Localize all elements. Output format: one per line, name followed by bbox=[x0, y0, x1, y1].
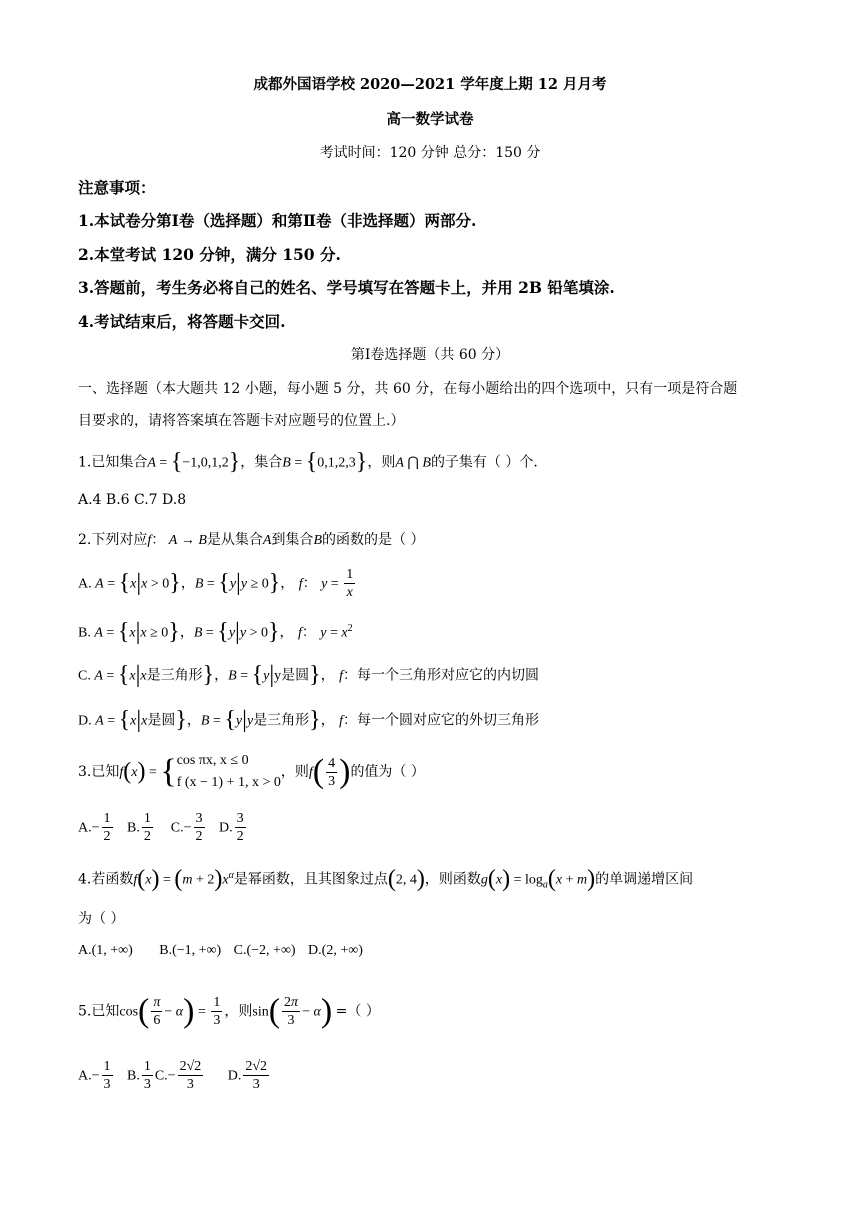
q2-c-text2: 是圆 bbox=[281, 667, 310, 684]
exam-title: 成都外国语学校 2020—2021 学年度上期 12 月月考 bbox=[253, 76, 607, 93]
q1-set-a: −1,0,1,2 bbox=[182, 455, 229, 471]
q3-case1: cos πx, x ≤ 0 bbox=[176, 753, 249, 768]
q3-prefix: 3.已知 bbox=[78, 764, 120, 780]
q1-prefix: 1.已知集合 bbox=[78, 454, 148, 471]
q2-c-text1: 是三角形 bbox=[146, 667, 203, 684]
section-instruction-1: 一、选择题（本大题共 12 小题，每小题 5 分，共 60 分，在每小题给出的四个选项中，只有一项是符合题 bbox=[78, 381, 738, 397]
q1-mid: ，集合 bbox=[240, 454, 283, 471]
q4-tail: 的单调递增区间 bbox=[595, 871, 694, 888]
q2-d-desc: 每一个圆对应它的外切三角形 bbox=[357, 712, 540, 729]
q3-options: A.− $\frac{1}{2}$ B. $\frac{1}{2}$ C.− $\frac{3}{2}$ D. $\frac{3}{2}$ bbox=[78, 811, 244, 844]
exam-info: 考试时间：120 分钟 总分：150 分 bbox=[319, 145, 541, 161]
exam-subtitle: 高一数学试卷 bbox=[386, 111, 474, 128]
q4-option-b: B.(−1, +∞) bbox=[159, 943, 222, 958]
q4-option-d: D.(2, +∞) bbox=[308, 943, 363, 958]
q2-d-text2: 是三角形 bbox=[253, 712, 310, 729]
q1-options: A.4 B.6 C.7 D.8 bbox=[78, 492, 187, 508]
q2-d-text1: 是圆 bbox=[147, 712, 176, 729]
q4-option-c: C.(−2, +∞) bbox=[233, 943, 296, 958]
question-3: 3.已知f(x) = { cos πx, x ≤ 0 f (x − 1) + 1, x > 0 ，则f( $\frac{4}{3}$ )的值为（ ） bbox=[78, 750, 425, 794]
q1-set-b: 0,1,2,3 bbox=[317, 455, 356, 471]
q5-tail: =（ ） bbox=[335, 1003, 380, 1020]
notice-item-1: 1.本试卷分第Ⅰ卷（选择题）和第Ⅱ卷（非选择题）两部分. bbox=[78, 211, 477, 230]
section-title: 第Ⅰ卷选择题（共 60 分） bbox=[350, 347, 510, 363]
notice-item-4: 4.考试结束后，将答题卡交回. bbox=[78, 312, 286, 331]
question-4: 4.若函数$f(x) = (m + 2)x^\alpha$是幂函数，且其图象过点(2, 4)，则函数$g(x) = \log_a(x + m)$的单调递增区间 bbox=[78, 866, 694, 892]
q2-option-a: A. A = {x|x > 0}，B = {y|y ≥ 0}， f： y = $\frac{1}{x}$ bbox=[78, 567, 354, 600]
notice-item-2: 2.本堂考试 120 分钟，满分 150 分. bbox=[78, 245, 341, 264]
q4-mid: 是幂函数，且其图象过点 bbox=[233, 871, 388, 888]
q2-c-desc: 每一个三角形对应它的内切圆 bbox=[357, 667, 540, 684]
notice-heading: 注意事项： bbox=[78, 178, 156, 197]
q2-option-c: C. A = {x|x是三角形}，B = {y|y是圆}， f：每一个三角形对应它的内切圆 bbox=[78, 662, 540, 688]
q4-options bbox=[78, 942, 363, 959]
notice-item-3: 3.答题前，考生务必将自己的姓名、学号填写在答题卡上，并用 2B 铅笔填涂. bbox=[78, 278, 615, 297]
q3-mid: ，则 bbox=[280, 764, 309, 780]
q3-tail: 的值为（ ） bbox=[350, 764, 425, 780]
q1-tail: 的子集有（ ）个. bbox=[430, 454, 538, 471]
q2-tail: 的函数的是（ ） bbox=[322, 532, 425, 548]
q4-prefix: 4.若函数 bbox=[78, 871, 134, 888]
question-2: 2.下列对应f： A → B是从集合A到集合B的函数的是（ ） bbox=[78, 532, 425, 548]
q4-line2: 为（ ） bbox=[78, 911, 125, 927]
q5-mid: ，则 bbox=[224, 1003, 253, 1020]
q2-prefix: 2.下列对应 bbox=[78, 532, 148, 548]
q5-prefix: 5.已知 bbox=[78, 1003, 120, 1020]
q2-option-d: D. A = {x|x是圆}，B = {y|y是三角形}， f：每一个圆对应它的外切三角形 bbox=[78, 707, 540, 733]
q3-case2: f (x − 1) + 1, x > 0 bbox=[176, 775, 281, 790]
question-1: 1.已知集合A = {−1,0,1,2}，集合B = {0,1,2,3}，则A ⋂ B的子集有（ ）个. bbox=[78, 449, 538, 475]
section-instruction-2: 目要求的，请将答案填在答题卡对应题号的位置上.） bbox=[78, 413, 405, 429]
question-5: 5.已知cos( $\frac{\pi}{6}$ − α) = $\frac{1}{3}$ ，则sin( $\frac{2\pi}{3}$ − α) =（ ） bbox=[78, 992, 380, 1030]
q5-options: A.− $\frac{1}{3}$ B. $\frac{1}{3}$ C.− $\frac{2√2}{3}$ D. $\frac{2√2}{3}$ bbox=[78, 1059, 268, 1092]
q2-option-b: B. A = {x|x ≥ 0}，B = {y|y > 0}， f： $y = x^2$ bbox=[78, 619, 353, 645]
q2-mid: 是从集合 bbox=[206, 532, 263, 548]
q4-mid2: ，则函数 bbox=[424, 871, 481, 888]
q2-mid2: 到集合 bbox=[271, 532, 314, 548]
q4-option-a: A.(1, +∞) bbox=[78, 943, 133, 958]
q1-mid2: ，则 bbox=[367, 454, 396, 471]
